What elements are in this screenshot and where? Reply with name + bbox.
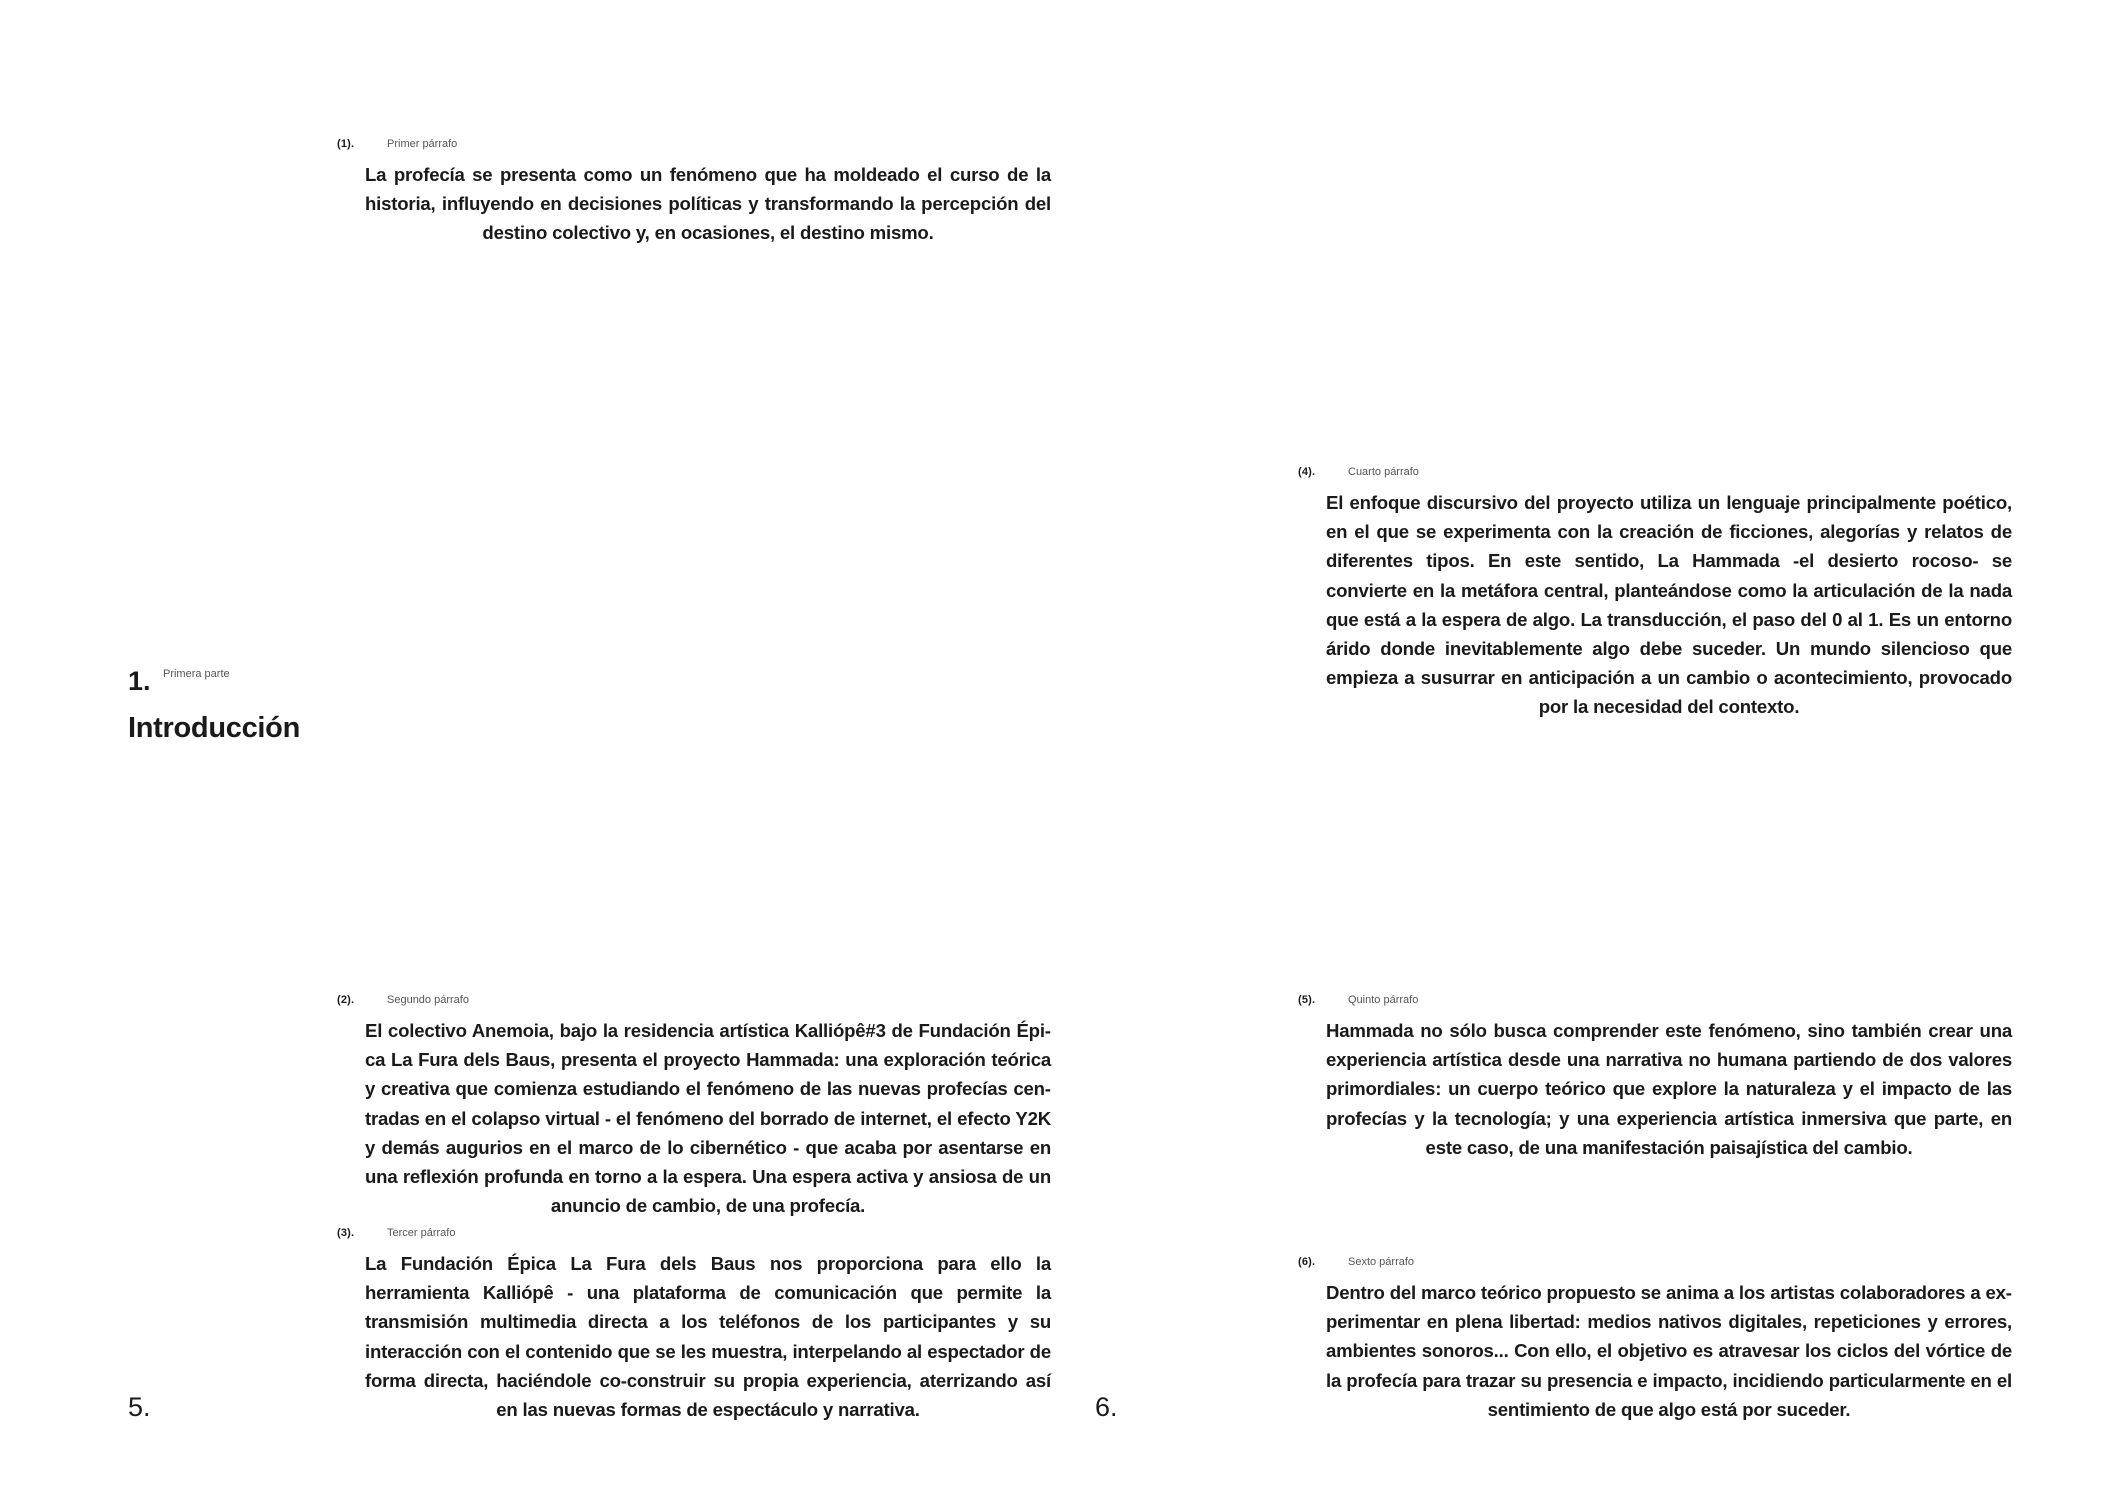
paragraph-number: (5). <box>1298 994 1316 1006</box>
paragraph-label: Cuarto párrafo <box>1348 466 1419 478</box>
right-page <box>1062 0 2124 1500</box>
paragraph-text: Hammada no sólo busca comprender este fenómeno, sino también crear una experiencia artística desde una narrativa no humana partiendo de dos valores primordiales: un cuerpo teórico que explore la naturaleza y el impacto de las profecías y la tecnología; y una experiencia artística inmersiva que parte, en este caso, de una manifestación paisajística del cambio. <box>1326 1020 2012 1158</box>
paragraph-text: La profecía se presenta como un fenómeno que ha moldeado el curso de la historia, influyendo en decisiones políticas y transformando la percepción del destino colectivo y, en ocasiones, el destino mismo. <box>365 164 1051 244</box>
paragraph-1 <box>337 138 1051 248</box>
paragraph-text: El enfoque discursivo del proyecto utiliza un lenguaje principalmente poético, en el que se experimenta con la creación de ficciones, alegorías y relatos de diferentes tipos. En este sentido, La Hammada -el desierto rocoso- se convierte en la metáfora central, planteándose como la articulación de la nada que está a la espera de algo. La transducción, el paso del 0 al 1. Es un entorno árido donde inevitablemente algo debe suceder. Un mundo silencioso que empieza a susurrar en anticipación a un cambio o acontecimiento, provocado por la necesidad del contexto. <box>1326 492 2012 718</box>
paragraph-6 <box>1298 1256 2012 1424</box>
paragraph-meta <box>1298 994 2012 1016</box>
paragraph-meta <box>337 994 1051 1016</box>
paragraph-meta <box>1298 1256 2012 1278</box>
paragraph-label: Primer párrafo <box>387 138 458 150</box>
section-number: 1. <box>128 666 151 696</box>
paragraph-3 <box>337 1227 1051 1424</box>
paragraph-text: El colectivo Anemoia, bajo la residencia artística Kalliópê#3 de Fundación Épica La Fura dels Baus, presenta el proyecto Hammada: una exploración teórica y creativa que comienza estudiando el fenómeno de las nuevas profecías centradas en el colapso virtual - el fenómeno del borrado de internet, el efecto Y2K y demás augurios en el marco de lo cibernético - que acaba por asentarse en una reflexión profunda en torno a la espera. Una espera activa y ansiosa de un anuncio de cambio, de una profecía. <box>365 1020 1051 1217</box>
paragraph-label: Segundo párrafo <box>387 994 469 1006</box>
page-number-right: 6. <box>1095 1392 1118 1422</box>
paragraph-number: (1). <box>337 138 355 150</box>
paragraph-5 <box>1298 994 2012 1162</box>
paragraph-meta <box>337 138 1051 160</box>
paragraph-text: La Fundación Épica La Fura dels Baus nos proporciona para ello la herramienta Kalliópê - una plataforma de comunicación que permite la transmisión multimedia directa a los teléfonos de los participantes y su interacción con el contenido que se les muestra, interpelando al espectador de forma directa, haciéndole co-construir su propia experiencia, aterrizando así en las nuevas formas de espectáculo y narrativa. <box>365 1253 1051 1421</box>
paragraph-meta <box>337 1227 1051 1249</box>
paragraph-number: (2). <box>337 994 355 1006</box>
paragraph-label: Tercer párrafo <box>387 1227 456 1239</box>
section-title: Introducción <box>128 712 301 744</box>
paragraph-label: Quinto párrafo <box>1348 994 1419 1006</box>
paragraph-number: (6). <box>1298 1256 1316 1268</box>
section-label: Primera parte <box>162 668 230 680</box>
paragraph-number: (3). <box>337 1227 355 1239</box>
page-number-left: 5. <box>128 1392 151 1422</box>
paragraph-number: (4). <box>1298 466 1316 478</box>
paragraph-label: Sexto párrafo <box>1348 1256 1415 1268</box>
paragraph-meta <box>1298 466 2012 488</box>
section-heading <box>128 666 230 697</box>
paragraph-text: Dentro del marco teórico propuesto se anima a los artistas colaboradores a experimentar en plena libertad: medios nativos digitales, repeticiones y errores, ambientes sonoros... Con ello, el objetivo es atravesar los ciclos del vórtice de la profecía para trazar su presencia e impacto, incidiendo particularmente en el sentimiento de que algo está por suceder. <box>1326 1282 2012 1420</box>
paragraph-4 <box>1298 466 2012 722</box>
paragraph-2 <box>337 994 1051 1220</box>
